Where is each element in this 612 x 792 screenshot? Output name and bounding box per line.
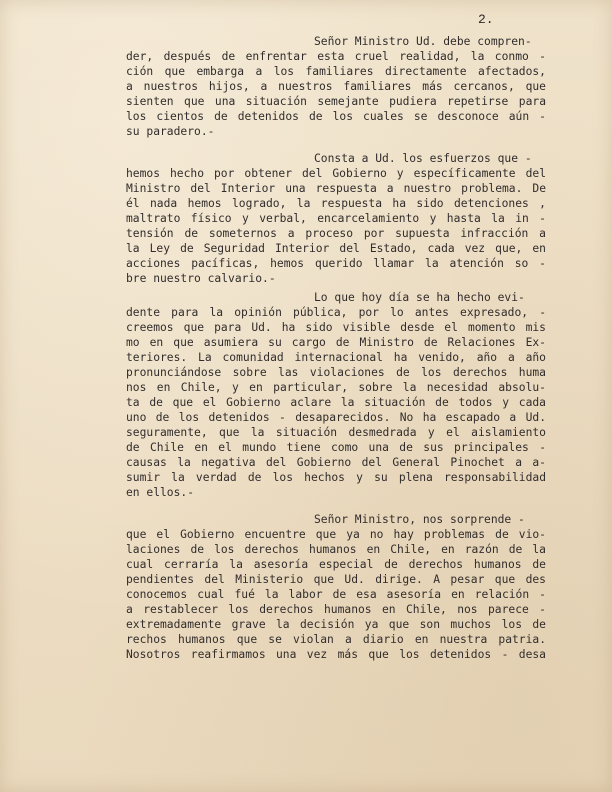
text-line: ción que embarga a los familiares directamente afectados,	[126, 65, 546, 78]
text-line: creemos que para Ud. ha sido visible desde el momento mis	[126, 321, 546, 334]
text-line: su paradero.-	[126, 125, 215, 138]
text-line: ta de que el Gobierno aclare la situación de todos y cada	[126, 396, 546, 409]
text-line: dente para la opinión pública, por lo antes expresado, -	[126, 306, 546, 319]
text-line: de Chile en el mundo tiene como una de sus principales -	[126, 441, 546, 454]
text-line: tensión de someternos a proceso por supuesta infracción a	[126, 227, 546, 240]
text-line: a restablecer los derechos humanos en Chile, nos parece -	[126, 603, 546, 616]
text-line: causas la negativa del Gobierno del General Pinochet a a-	[126, 456, 546, 469]
text-line: nos en Chile, y en particular, sobre la necesidad absolu-	[126, 381, 546, 394]
text-line: Consta a Ud. los esfuerzos que -	[314, 152, 532, 165]
text-line: cual cerraría la asesoría especial de derechos humanos de	[126, 558, 546, 571]
page-number: 2.	[478, 12, 494, 27]
text-line: extremadamente grave la decisión ya que son muchos los de	[126, 618, 546, 631]
text-line: los cientos de detenidos de los cuales se desconoce aún -	[126, 110, 546, 123]
text-line: Señor Ministro, nos sorprende -	[314, 513, 525, 526]
text-line: der, después de enfrentar esta cruel realidad, la conmo -	[126, 50, 546, 63]
text-line: seguramente, que la situación desmedrada y el aislamiento	[126, 426, 546, 439]
text-line: rechos humanos que se violan a diario en nuestra patria.	[126, 633, 546, 646]
text-line: hemos hecho por obtener del Gobierno y específicamente del	[126, 167, 546, 180]
text-line: bre nuestro calvario.-	[126, 272, 276, 285]
text-line: Nosotros reafirmamos una vez más que los detenidos - desa	[126, 648, 546, 661]
text-line: sienten que una situación semejante pudiera repetirse para	[126, 95, 546, 108]
text-line: él nada hemos logrado, la respuesta ha sido detenciones ,	[126, 197, 546, 210]
text-line: Lo que hoy día se ha hecho evi-	[314, 291, 525, 304]
text-line: Señor Ministro Ud. debe compren-	[314, 35, 532, 48]
text-line: laciones de los derechos humanos en Chile, en razón de la	[126, 543, 546, 556]
text-line: en ellos.-	[126, 486, 195, 499]
text-line: Ministro del Interior una respuesta a nuestro problema. De	[126, 182, 546, 195]
text-line: pendientes del Ministerio que Ud. dirige. A pesar que des	[126, 573, 546, 586]
text-line: conocemos cual fué la labor de esa asesoría en relación -	[126, 588, 546, 601]
text-line: que el Gobierno encuentre que ya no hay problemas de vio-	[126, 528, 546, 541]
text-line: maltrato físico y verbal, encarcelamiento y hasta la in -	[126, 212, 546, 225]
text-line: la Ley de Seguridad Interior del Estado, cada vez que, en	[126, 242, 546, 255]
text-line: a nuestros hijos, a nuestros familiares más cercanos, que	[126, 80, 546, 93]
text-line: uno de los detenidos - desaparecidos. No ha escapado a Ud.	[126, 411, 546, 424]
text-line: mo en que asumiera su cargo de Ministro de Relaciones Ex-	[126, 336, 546, 349]
text-line: teriores. La comunidad internacional ha venido, año a año	[126, 351, 546, 364]
text-line: pronunciándose sobre las violaciones de los derechos huma	[126, 366, 546, 379]
text-line: sumir la verdad de los hechos y su plena responsabilidad	[126, 471, 546, 484]
text-line: acciones pacíficas, hemos querido llamar la atención so -	[126, 257, 546, 270]
